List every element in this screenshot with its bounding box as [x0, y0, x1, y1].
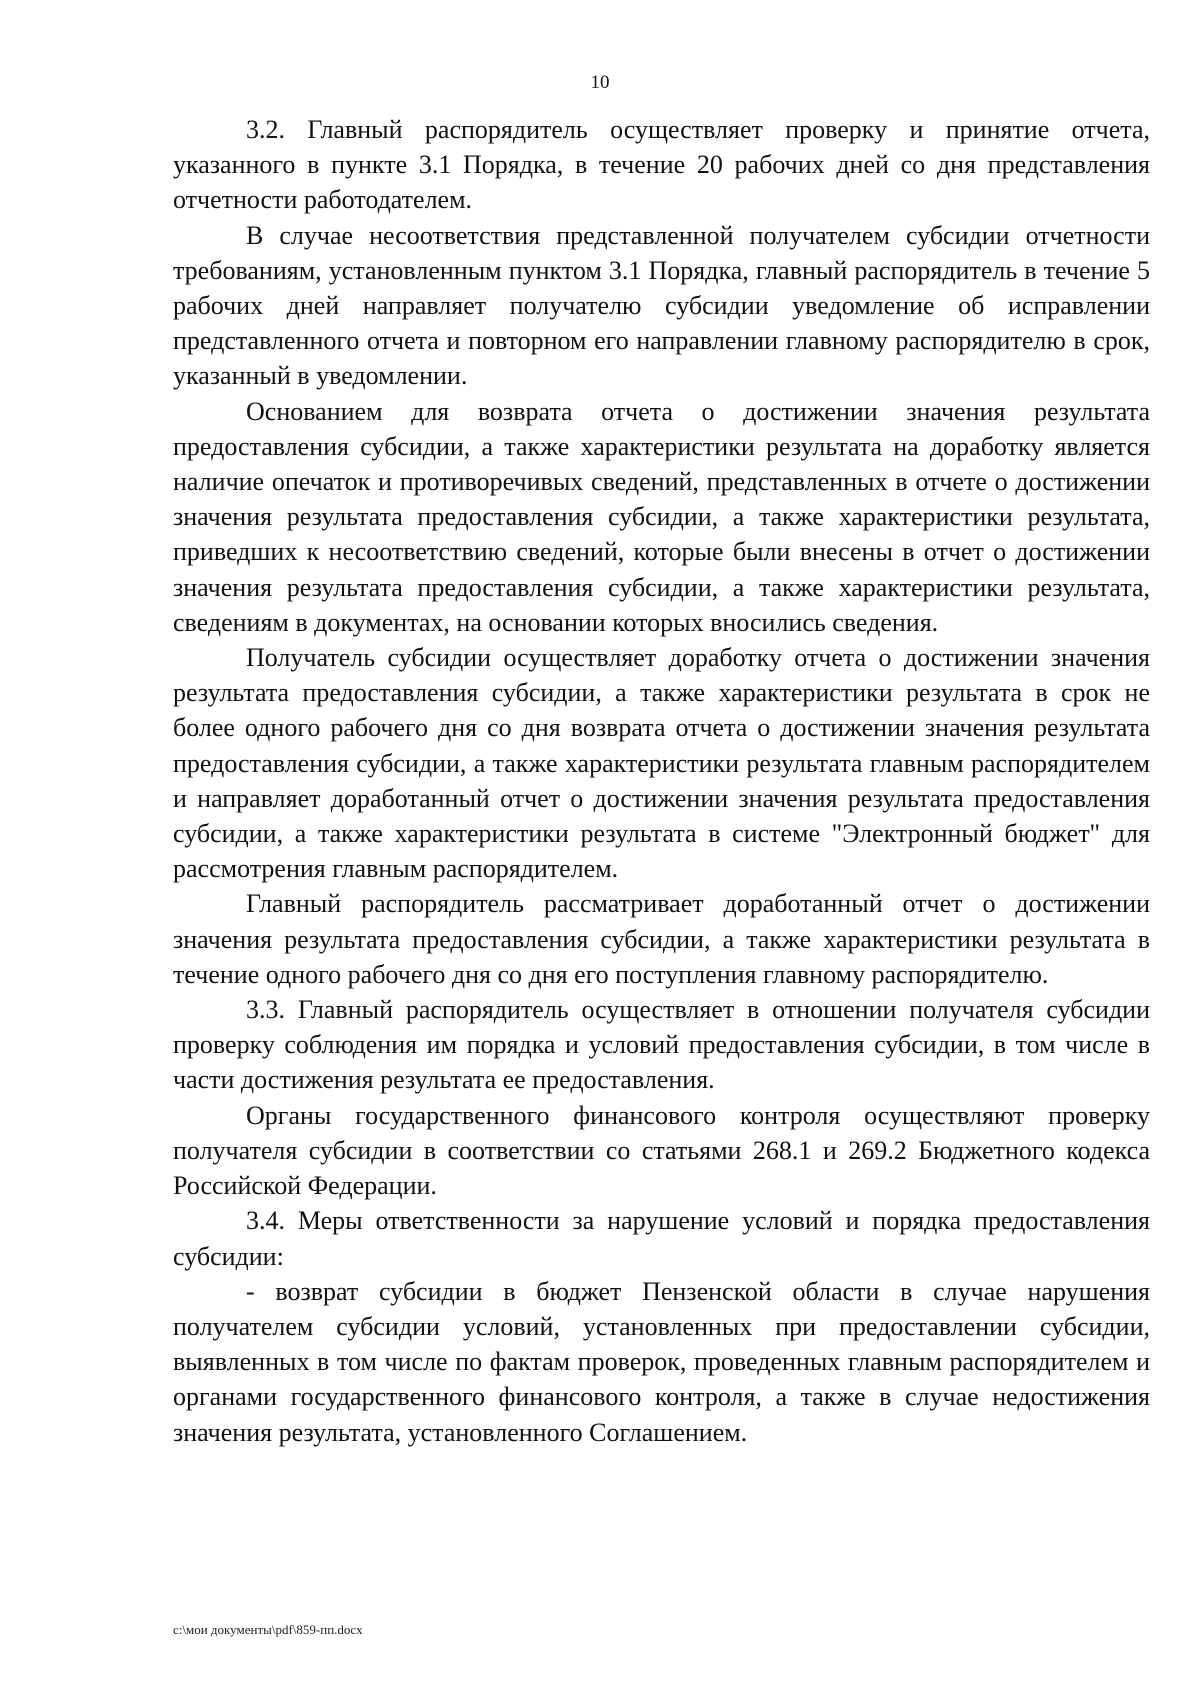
paragraph-refund: - возврат субсидии в бюджет Пензенской области в случае нарушения получателем субсидии условий, установленных при предоставлении субсидии, выявленных в том числе по фактам проверок, проведенных главным распорядителем и органами государственного финансового контроля, а также в случае недостижения значения результата, установленного Соглашением. [173, 1276, 1150, 1447]
footer-file-path: c:\мои документы\pdf\859-пп.docx [173, 1622, 363, 1637]
paragraph-noncompliance: В случае несоответствия представленной получателем субсидии отчетности требованиям, установленным пунктом 3.1 Порядка, главный распорядитель в течение 5 рабочих дней направляет получателю субсидии уведомление об исправлении представленного отчета и повторном его направлении главному распорядителю в срок, указанный в уведомлении. [173, 220, 1150, 391]
paragraph-3-3: 3.3. Главный распорядитель осуществляет в отношении получателя субсидии проверку соблюдения им порядка и условий предоставления субсидии, в том числе в части достижения результата ее предоставления. [173, 995, 1150, 1095]
paragraph-return-grounds: Основанием для возврата отчета о достижении значения результата предоставления субсидии, а также характеристики результата на доработку является наличие опечаток и противоречивых сведений, представленных в отчете о достижении значения результата предоставления субсидии, а также характеристики результата, приведших к несоответствию сведений, которые были внесены в отчет о достижении значения результата предоставления субсидии, а также характеристики результата, сведениям в документах, на основании которых вносились сведения. [173, 396, 1150, 637]
paragraph-financial-control: Органы государственного финансового контроля осуществляют проверку получателя субсидии в соответствии со статьями 268.1 и 269.2 Бюджетного кодекса Российской Федерации. [173, 1100, 1150, 1201]
document-body [173, 112, 1150, 1450]
paragraph-3-4: 3.4. Меры ответственности за нарушение условий и порядка предоставления субсидии: [173, 1206, 1150, 1271]
paragraph-review: Главный распорядитель рассматривает доработанный отчет о достижении значения результата предоставления субсидии, а также характеристики результата в течение одного рабочего дня со дня его поступления главному распорядителю. [173, 889, 1150, 989]
page-number: 10 [590, 72, 610, 93]
paragraph-3-2: 3.2. Главный распорядитель осуществляет проверку и принятие отчета, указанного в пункте 3.1 Порядка, в течение 20 рабочих дней со дня представления отчетности работодателем. [173, 115, 1150, 215]
paragraph-revision: Получатель субсидии осуществляет доработку отчета о достижении значения результата предоставления субсидии, а также характеристики результата в срок не более одного рабочего дня со дня возврата отчета о достижении значения результата предоставления субсидии, а также характеристики результата главным распорядителем и направляет доработанный отчет о достижении значения результата предоставления субсидии, а также характеристики результата в системе "Электронный бюджет" для рассмотрения главным распорядителем. [173, 643, 1150, 884]
